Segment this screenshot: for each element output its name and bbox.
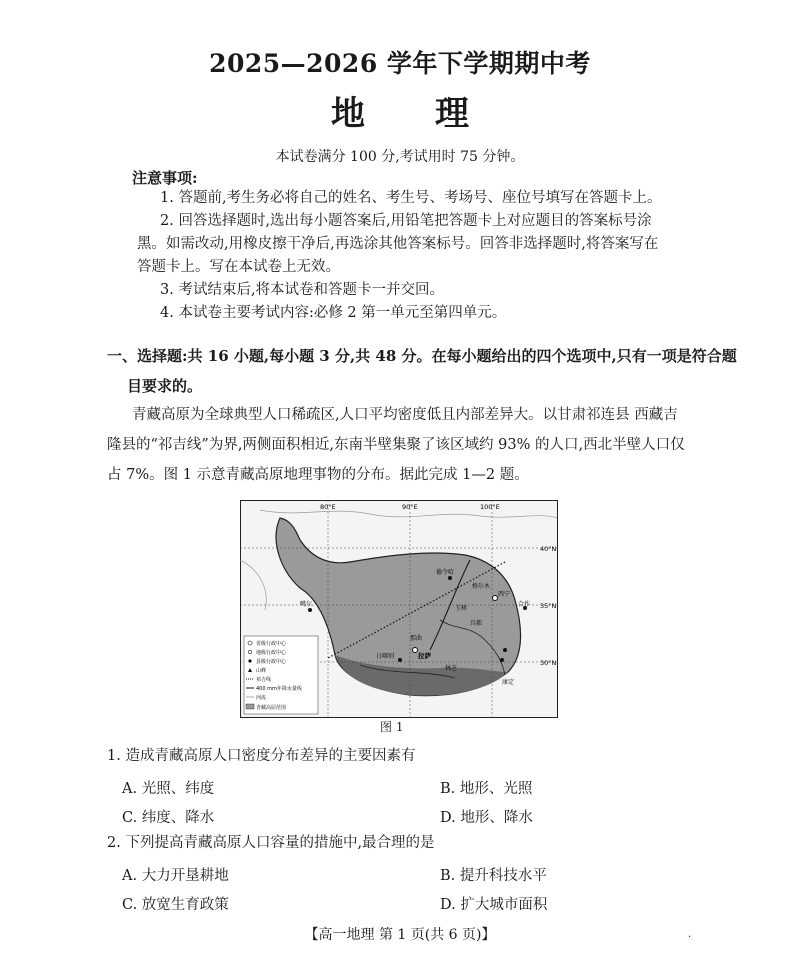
option-a: A. 大力开垦耕地 (122, 868, 229, 884)
notice-line: 答题卡上。写在本试卷上无效。 (137, 259, 340, 275)
option-b: B. 提升科技水平 (440, 868, 547, 884)
subject-title: 地理 (331, 94, 539, 134)
legend-text: 省级行政中心 (256, 641, 287, 647)
legend-text: 祁吉线 (256, 677, 272, 683)
city-label: 合作 (518, 601, 531, 608)
section-heading: 一、选择题:共 16 小题,每小题 3 分,共 48 分。在每小题给出的四个选项中,只有一项是符合题 (107, 347, 737, 365)
map-legend (244, 636, 318, 714)
exam-title: 2025—2026 学年下学期期中考 (209, 49, 591, 78)
city-marker (500, 658, 504, 662)
option-d: D. 扩大城市面积 (440, 897, 548, 913)
legend-text: 山峰 (256, 668, 267, 674)
lon-label: 100°E (480, 503, 500, 511)
city-marker (503, 648, 507, 652)
option-d: D. 地形、降水 (440, 810, 533, 826)
option-a: A. 光照、纬度 (122, 781, 215, 797)
notice-line: 黑。如需改动,用橡皮擦干净后,再选涂其他答案标号。回答非选择题时,将答案写在 (137, 236, 659, 252)
city-label: 林芝 (445, 665, 458, 672)
legend-symbol (248, 641, 252, 645)
passage-line: 占 7%。图 1 示意青藏高原地理事物的分布。据此完成 1—2 题。 (107, 467, 529, 483)
notice-line: 1. 答题前,考生务必将自己的姓名、考生号、考场号、座位号填写在答题卡上。 (160, 190, 662, 206)
city-label: 噶尔 (300, 601, 313, 608)
legend-text: 青藏高原范围 (256, 705, 287, 711)
city-label: 玉树 (455, 605, 468, 612)
legend-text: 县级行政中心 (256, 659, 287, 665)
legend-text: 河流 (256, 695, 267, 701)
legend-symbol (246, 704, 254, 709)
city-label: 德令哈 (436, 569, 455, 576)
notice-heading: 注意事项: (132, 169, 198, 187)
city-marker (398, 658, 402, 662)
legend-symbol (248, 659, 251, 662)
option-c: C. 放宽生育政策 (122, 897, 229, 913)
notice-line: 2. 回答选择题时,选出每小题答案后,用铅笔把答题卡上对应题目的答案标号涂 (160, 213, 652, 229)
city-marker (448, 576, 452, 580)
tibet-plateau-map (240, 500, 558, 718)
lon-label: 90°E (402, 503, 418, 511)
page-footer: 【高一地理 第 1 页(共 6 页)】 (304, 927, 496, 943)
option-b: B. 地形、光照 (440, 781, 533, 797)
footer-mark: · (688, 932, 692, 943)
city-label: 西宁 (498, 591, 511, 598)
city-label: 日喀则 (376, 653, 395, 660)
city-label: 昌都 (470, 620, 483, 627)
city-label: 那曲 (410, 635, 423, 642)
option-c: C. 纬度、降水 (122, 810, 215, 826)
lon-label: 80°E (320, 503, 336, 511)
figure-label: 图 1 (380, 720, 404, 734)
city-marker (413, 648, 418, 653)
lat-label: 35°N (540, 602, 557, 610)
exam-info: 本试卷满分 100 分,考试用时 75 分钟。 (275, 149, 525, 165)
legend-symbol (248, 650, 252, 654)
city-label: 康定 (502, 679, 515, 686)
city-marker (308, 608, 312, 612)
passage-line: 隆县的“祁吉线”为界,两侧面积相近,东南半壁集聚了该区域约 93% 的人口,西北半壁人口仅 (107, 437, 685, 453)
lat-label: 40°N (540, 545, 557, 553)
city-label: 拉萨 (418, 652, 431, 660)
legend-text: 400 mm年降水量线 (256, 686, 302, 692)
question-stem: 1. 造成青藏高原人口密度分布差异的主要因素有 (107, 748, 416, 764)
notice-line: 3. 考试结束后,将本试卷和答题卡一并交回。 (160, 282, 445, 298)
lat-label: 30°N (540, 659, 557, 667)
question-stem: 2. 下列提高青藏高原人口容量的措施中,最合理的是 (107, 835, 435, 851)
section-heading-cont: 目要求的。 (127, 377, 203, 395)
passage-line: 青藏高原为全球典型人口稀疏区,人口平均密度低且内部差异大。以甘肃祁连县 西藏吉 (132, 407, 678, 423)
notice-line: 4. 本试卷主要考试内容:必修 2 第一单元至第四单元。 (160, 305, 507, 321)
city-marker (493, 596, 498, 601)
legend-text: 地级行政中心 (256, 650, 287, 656)
city-label: 格尔木 (472, 583, 491, 590)
